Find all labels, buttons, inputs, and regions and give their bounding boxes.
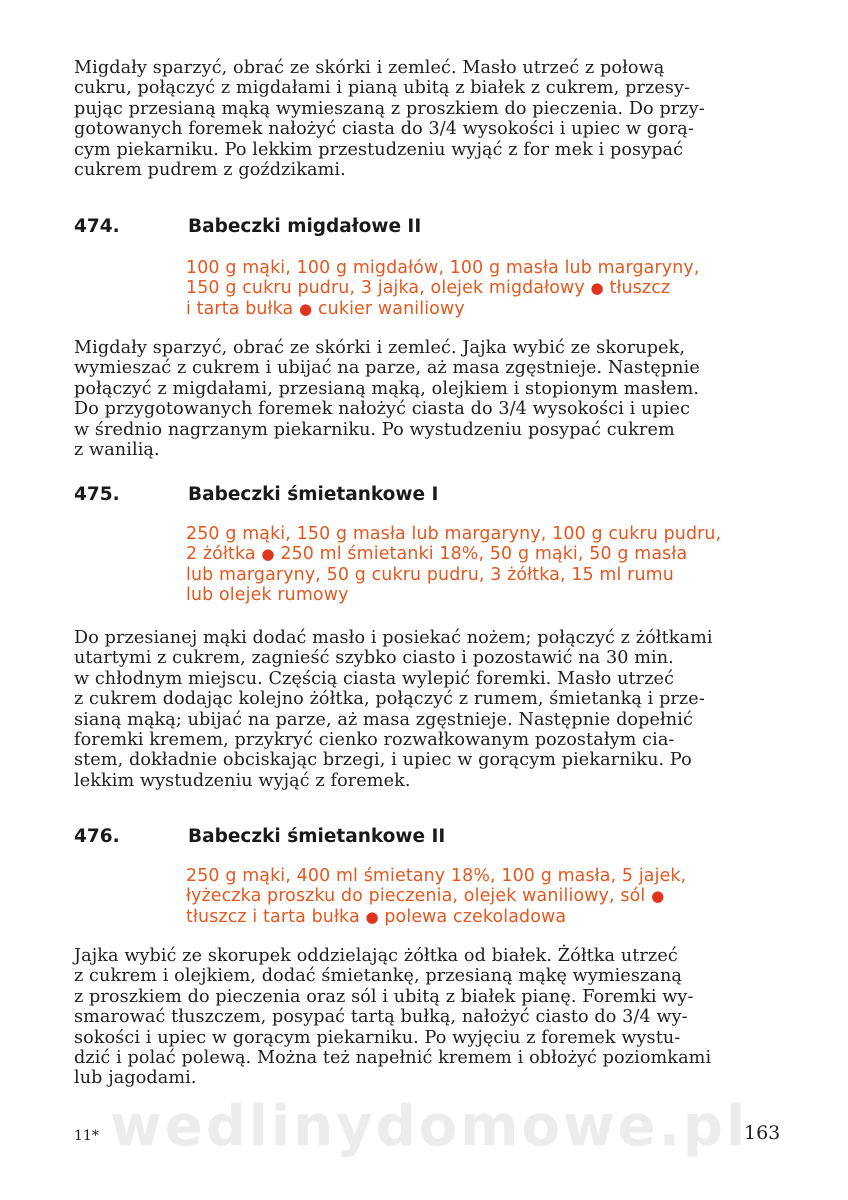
ingredients-line: tłuszcz i tarta bułka ● polewa czekoladowa <box>186 906 567 927</box>
ingredients-line: lub margaryny, 50 g cukru pudru, 3 żółtka, 15 ml rumu <box>186 564 674 585</box>
method-line: stem, dokładnie obciskając brzegi, i upiec w gorącym piekarniku. Po <box>74 750 692 771</box>
method-line: foremki kremem, przykryć cienko rozwałkowanym pozostałym cia- <box>74 730 675 751</box>
signature-mark: 11* <box>74 1128 99 1144</box>
recipe-number: 476. <box>74 826 120 847</box>
bullet-dot-icon: ● <box>651 887 665 906</box>
intro-line: Migdały sparzyć, obrać ze skórki i zemleć. Masło utrzeć z połową <box>74 58 665 78</box>
bullet-dot-icon: ● <box>261 545 275 564</box>
ingredients-line: 250 g mąki, 150 g masła lub margaryny, 100 g cukru pudru, <box>186 524 722 544</box>
recipe-title: Babeczki śmietankowe II <box>188 826 446 847</box>
method-line: z proszkiem do pieczenia oraz sól i ubitą z białek pianę. Foremki wy- <box>74 986 694 1007</box>
intro-line: gotowanych foremek nałożyć ciasta do 3/4 wysokości i upiec w gorą- <box>74 119 694 140</box>
method-line: Migdały sparzyć, obrać ze skórki i zemleć. Jajka wybić ze skorupek, <box>74 338 686 358</box>
ingredients-line: 150 g cukru pudru, 3 jajka, olejek migdałowy ● tłuszcz <box>186 278 671 299</box>
method-line: Jajka wybić ze skorupek oddzielając żółtka od białek. Żółtka utrzeć <box>74 946 678 966</box>
recipe-heading <box>74 216 780 237</box>
method-line: połączyć z migdałami, przesianą mąką, olejkiem i stopionym masłem. <box>74 378 700 399</box>
ingredients-line: 250 g mąki, 400 ml śmietany 18%, 100 g masła, 5 jajek, <box>186 866 687 886</box>
method-line: w chłodnym miejscu. Częścią ciasta wylepić foremki. Masło utrzeć <box>74 668 675 689</box>
method-line: lub jagodami. <box>74 1068 197 1089</box>
page-number: 163 <box>744 1122 781 1144</box>
method-paragraph <box>74 628 780 791</box>
method-line: sokości i upiec w gorącym piekarniku. Po wyjęciu z foremek wystu- <box>74 1027 681 1048</box>
recipe-heading <box>74 484 780 505</box>
ingredients-list <box>186 524 721 606</box>
ingredients-line: lub olejek rumowy <box>186 585 349 606</box>
ingredients-line: i tarta bułka ● cukier waniliowy <box>186 298 465 319</box>
intro-paragraph <box>74 58 780 180</box>
bullet-dot-icon: ● <box>299 299 313 318</box>
ingredients-line: 2 żółtka ● 250 ml śmietanki 18%, 50 g mąki, 50 g masła <box>186 544 688 565</box>
method-line: sianą mąką; ubijać na parze, aż masa zgęstnieje. Następnie dopełnić <box>74 709 693 730</box>
method-line: lekkim wystudzeniu wyjąć z foremek. <box>74 770 411 791</box>
recipe-title: Babeczki migdałowe II <box>188 216 422 237</box>
method-line: smarować tłuszczem, posypać tartą bułką, nałożyć ciasto do 3/4 wy- <box>74 1007 688 1028</box>
recipe-number: 475. <box>74 484 120 505</box>
bullet-dot-icon: ● <box>590 279 604 298</box>
method-paragraph <box>74 338 780 460</box>
ingredients-line: 100 g mąki, 100 g migdałów, 100 g masła lub margaryny, <box>186 258 700 278</box>
bullet-dot-icon: ● <box>365 907 379 926</box>
intro-line: pując przesianą mąką wymieszaną z proszkiem do pieczenia. Do przy- <box>74 98 705 119</box>
method-line: z cukrem dodając kolejno żółtka, połączyć z rumem, śmietanką i prze- <box>74 689 705 710</box>
method-line: Do przesianej mąki dodać masło i posiekać nożem; połączyć z żółtkami <box>74 628 713 648</box>
method-line: dzić i polać polewą. Można też napełnić kremem i obłożyć poziomkami <box>74 1048 712 1069</box>
method-line: wymieszać z cukrem i ubijać na parze, aż masa zgęstnieje. Następnie <box>74 358 700 379</box>
recipe-number: 474. <box>74 216 120 237</box>
ingredients-list <box>186 866 686 927</box>
method-line: w średnio nagrzanym piekarniku. Po wystudzeniu posypać cukrem <box>74 419 675 440</box>
ingredients-line: łyżeczka proszku do pieczenia, olejek waniliowy, sól ● <box>186 886 665 907</box>
method-paragraph <box>74 946 780 1089</box>
intro-line: cukrem pudrem z goździkami. <box>74 160 346 181</box>
recipe-heading <box>74 826 780 847</box>
method-line: z cukrem i olejkiem, dodać śmietankę, przesianą mąkę wymieszaną <box>74 966 683 987</box>
method-line: Do przygotowanych foremek nałożyć ciasta do 3/4 wysokości i upiec <box>74 399 691 420</box>
recipe-title: Babeczki śmietankowe I <box>188 484 439 505</box>
method-line: z wanilią. <box>74 440 160 461</box>
intro-line: cym piekarniku. Po lekkim przestudzeniu wyjąć z for mek i posypać <box>74 139 684 160</box>
watermark: wedlinydomowe.pl <box>110 1094 749 1159</box>
intro-line: cukru, połączyć z migdałami i pianą ubitą z białek z cukrem, przesy- <box>74 78 691 99</box>
ingredients-list <box>186 258 700 319</box>
method-line: utartymi z cukrem, zagnieść szybko ciasto i pozostawić na 30 min. <box>74 648 674 669</box>
